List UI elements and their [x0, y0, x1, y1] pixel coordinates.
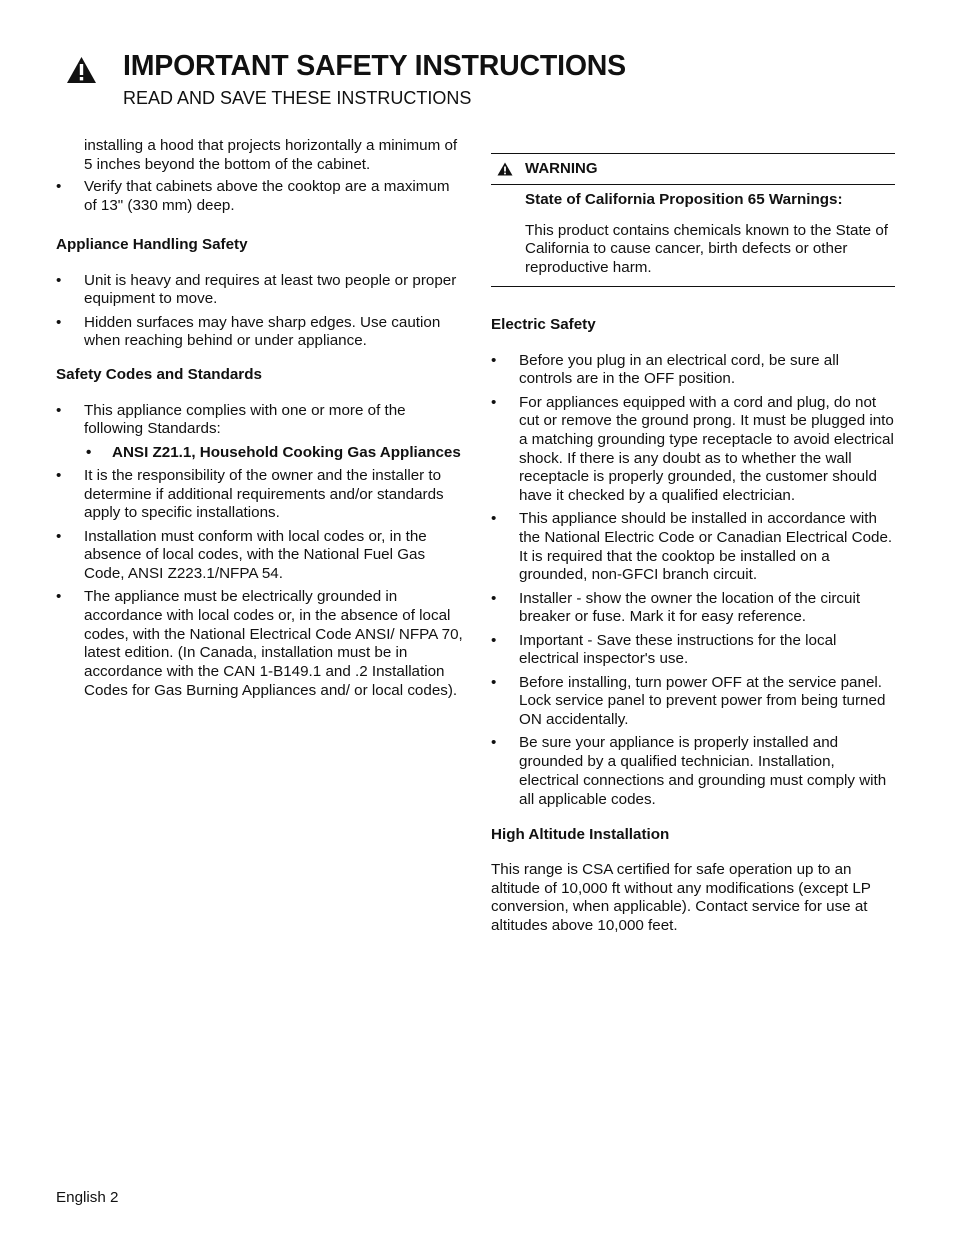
warning-label: WARNING	[525, 159, 598, 177]
section-heading-electric: Electric Safety	[491, 315, 596, 333]
page-title: IMPORTANT SAFETY INSTRUCTIONS	[123, 50, 626, 82]
list-item	[491, 510, 895, 585]
bullet-marker: •	[56, 466, 62, 484]
bullet-marker: •	[491, 631, 497, 649]
page-footer: English 2	[56, 1189, 119, 1206]
warning-box	[491, 153, 895, 287]
bullet-marker: •	[56, 178, 62, 196]
bullet-marker: •	[56, 588, 62, 606]
bullet-marker: •	[491, 351, 497, 369]
list-item	[491, 352, 895, 389]
bullet-marker: •	[56, 271, 62, 289]
bullet-text: Installer - show the owner the location of the circuit breaker or fuse. Mark it for easy reference.	[519, 589, 861, 626]
list-item	[56, 178, 466, 215]
bullet-text: Hidden surfaces may have sharp edges. Use caution when reaching behind or under appliance.	[84, 313, 441, 350]
bullet-text: Important - Save these instructions for the local electrical inspector's use.	[519, 631, 837, 668]
list-item	[56, 588, 466, 700]
warning-triangle-icon	[66, 56, 97, 84]
section-heading-altitude: High Altitude Installation	[491, 826, 670, 844]
warning-header	[491, 154, 895, 185]
list-item	[491, 394, 895, 506]
altitude-text: This range is CSA certified for safe operation up to an altitude of 10,000 ft without any modifications (except LP conversion, when applicable). Contact service for use at altitudes above 10,000 feet.	[491, 860, 871, 935]
bullet-marker: •	[86, 443, 92, 461]
list-item	[56, 467, 466, 523]
bullet-marker: •	[56, 313, 62, 331]
warning-body	[491, 185, 895, 286]
bullet-text: Installation must conform with local codes or, in the absence of local codes, with the National Fuel Gas Code, ANSI Z223.1/NFPA 54.	[84, 527, 427, 583]
warning-text: This product contains chemicals known to the State of California to cause cancer, birth defects or other reproductive harm.	[525, 221, 889, 277]
list-item	[491, 632, 895, 669]
continued-text: installing a hood that projects horizontally a minimum of 5 inches beyond the bottom of the cabinet.	[84, 137, 458, 173]
list-item	[491, 734, 895, 809]
bullet-marker: •	[491, 734, 497, 752]
bullet-marker: •	[491, 673, 497, 691]
bullet-marker: •	[491, 589, 497, 607]
bullet-text: This appliance complies with one or more of the following Standards:	[84, 401, 406, 438]
bullet-marker: •	[491, 510, 497, 528]
list-item	[56, 314, 466, 351]
sub-list-item	[56, 444, 466, 463]
right-column	[491, 153, 895, 936]
bullet-text: Before you plug in an electrical cord, be sure all controls are in the OFF position.	[519, 351, 839, 388]
bullet-marker: •	[56, 527, 62, 545]
bullet-marker: •	[491, 393, 497, 411]
warning-subheading: State of California Proposition 65 Warnings:	[525, 191, 843, 208]
bullet-text: ANSI Z21.1, Household Cooking Gas Appliances	[112, 443, 461, 461]
left-column	[56, 137, 466, 705]
bullet-text: Unit is heavy and requires at least two people or proper equipment to move.	[84, 271, 457, 308]
bullet-text: Before installing, turn power OFF at the service panel. Lock service panel to prevent power from being turned ON accidentally.	[519, 673, 886, 729]
list-item	[56, 402, 466, 439]
list-item	[491, 674, 895, 730]
list-item	[56, 272, 466, 309]
list-item	[491, 590, 895, 627]
bullet-text: This appliance should be installed in accordance with the National Electric Code or Canadian Electrical Code. It is required that the cooktop be installed on a grounded, non-GFCI branch circuit.	[519, 510, 893, 584]
bullet-text: For appliances equipped with a cord and plug, do not cut or remove the ground prong. It must be plugged into a matching grounding type receptacle to avoid electrical shock. If there is any doubt as to whether the wall receptacle is properly grounded, the customer should have it checked by a qualified electrician.	[519, 393, 894, 505]
bullet-text: It is the responsibility of the owner and the installer to determine if additional requirements and/or standards apply to specific installations.	[84, 466, 444, 522]
bullet-text: Be sure your appliance is properly installed and grounded by a qualified technician. Installation, electrical connections and grounding must comply with all applicable codes.	[519, 734, 887, 808]
list-item	[56, 528, 466, 584]
section-heading-handling: Appliance Handling Safety	[56, 235, 248, 253]
section-heading-codes: Safety Codes and Standards	[56, 365, 262, 383]
warning-triangle-icon	[497, 162, 513, 176]
bullet-text: The appliance must be electrically grounded in accordance with local codes or, in the absence of local codes, with the National Electrical Code ANSI/ NFPA 70, latest edition. (In Canada, installation must be in accordance with the CAN 1-B149.1 and .2 Installation Codes for Gas Burning Appliances and/ or local codes).	[84, 588, 463, 699]
page-subtitle: READ AND SAVE THESE INSTRUCTIONS	[123, 88, 472, 108]
bullet-marker: •	[56, 401, 62, 419]
bullet-text: Verify that cabinets above the cooktop are a maximum of 13" (330 mm) deep.	[84, 178, 450, 215]
